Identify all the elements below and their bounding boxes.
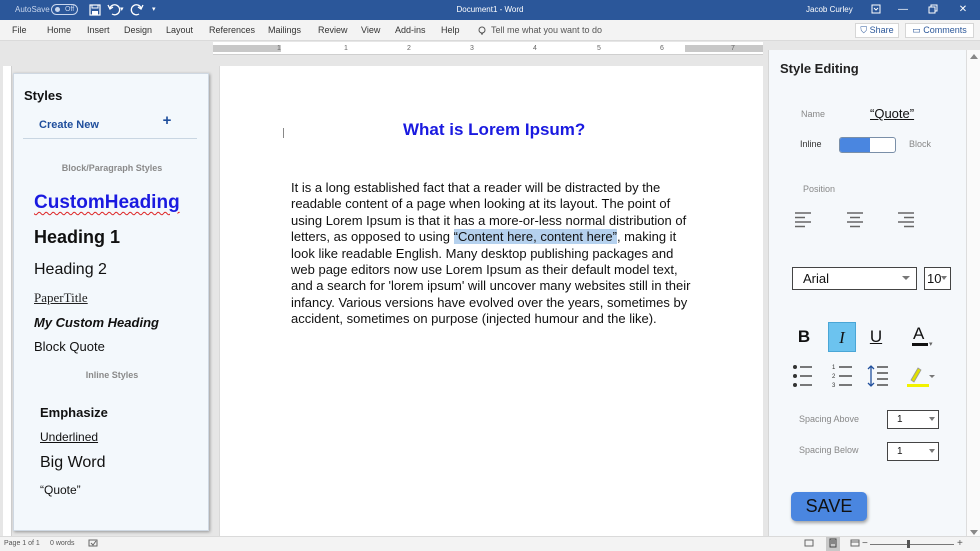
ruler-number: 2	[407, 45, 411, 52]
inline-styles-heading: Inline Styles	[85, 370, 139, 380]
block-styles-heading: Block/Paragraph Styles	[61, 163, 163, 173]
spacing-above-value: 1	[897, 414, 903, 425]
styles-panel	[13, 73, 209, 531]
document-page[interactable]	[219, 66, 763, 541]
position-label: Position	[803, 184, 836, 194]
ribbon-display-icon[interactable]	[861, 0, 891, 20]
text-cursor	[283, 128, 284, 138]
menu-references[interactable]: References	[209, 25, 256, 35]
font-size-value: 10	[927, 271, 942, 286]
menu-home[interactable]: Home	[47, 25, 72, 35]
close-icon[interactable]: ✕	[958, 4, 968, 15]
zoom-in-icon[interactable]: +	[957, 538, 963, 549]
font-color-icon: A	[913, 324, 925, 343]
save-button[interactable]: SAVE	[791, 492, 867, 521]
customize-toolbar-icon[interactable]: ▾	[152, 6, 156, 13]
align-left-icon[interactable]	[793, 210, 813, 230]
scroll-down-icon[interactable]	[970, 530, 978, 535]
menu-file[interactable]: File	[12, 25, 27, 35]
zoom-slider-thumb[interactable]	[907, 540, 910, 548]
highlighter-icon[interactable]	[905, 363, 939, 389]
font-size-select[interactable]	[924, 267, 951, 290]
chevron-down-icon	[929, 449, 935, 453]
comment-icon: ▭	[912, 25, 921, 35]
spacing-above-select[interactable]	[887, 410, 939, 429]
chevron-down-icon: ▾	[929, 341, 933, 348]
svg-text:2: 2	[832, 374, 836, 380]
share-button[interactable]	[855, 23, 899, 38]
ruler-number: 7	[731, 45, 735, 52]
menu-view[interactable]: View	[361, 25, 381, 35]
font-color-swatch	[912, 343, 928, 346]
vertical-ruler[interactable]	[3, 66, 12, 536]
scroll-up-icon[interactable]	[970, 54, 978, 59]
chevron-down-icon	[929, 417, 935, 421]
style-editing-title: Style Editing	[780, 61, 859, 76]
document-heading[interactable]: What is Lorem Ipsum?	[403, 120, 586, 139]
body-text: It is a long established fact that a reader will be distracted by the readable content of a page when looking at its layout. The point of using Lorem Ipsum is that it has a more-or-less normal distribution of letters, as opposed to using	[291, 180, 687, 245]
style-item-customheading[interactable]: CustomHeading	[34, 192, 180, 213]
style-item-emphasize[interactable]: Emphasize	[40, 405, 108, 420]
ruler-number: 5	[597, 45, 601, 52]
style-item-heading-2[interactable]: Heading 2	[34, 261, 107, 278]
undo-dropdown-icon[interactable]: ▾	[120, 6, 124, 13]
ruler-number: 1	[277, 45, 281, 52]
zoom-out-icon[interactable]: −	[862, 538, 868, 549]
tell-me-search[interactable]	[477, 20, 602, 41]
comments-button[interactable]	[905, 23, 974, 38]
document-body[interactable]	[291, 180, 691, 328]
style-item-papertitle[interactable]: PaperTitle	[34, 290, 88, 305]
align-center-icon[interactable]	[845, 210, 865, 230]
chevron-down-icon	[941, 276, 947, 280]
name-label: Name	[801, 109, 826, 119]
ruler-number: 3	[470, 45, 474, 52]
font-color-button[interactable]	[909, 322, 939, 352]
ruler-number: 4	[533, 45, 537, 52]
font-family-select[interactable]	[792, 267, 917, 290]
selected-text[interactable]: “Content here, content here”	[453, 229, 617, 245]
svg-text:3: 3	[832, 383, 836, 389]
align-right-icon[interactable]	[896, 210, 916, 230]
zoom-slider[interactable]	[870, 544, 954, 545]
comments-label: Comments	[923, 25, 967, 35]
spacing-below-select[interactable]	[887, 442, 939, 461]
inline-label: Inline	[800, 139, 822, 149]
spacing-below-value: 1	[897, 446, 903, 457]
bullet-list-icon[interactable]	[792, 363, 814, 389]
share-icon: ⛉	[860, 25, 868, 35]
menu-insert[interactable]: Insert	[87, 25, 110, 35]
style-item-my-custom-heading[interactable]: My Custom Heading	[34, 315, 159, 330]
word-count[interactable]: 0 words	[50, 540, 75, 547]
document-title: Document1 - Word	[456, 5, 524, 14]
style-item-underlined[interactable]: Underlined	[40, 430, 99, 444]
autosave-toggle[interactable]: Off	[51, 4, 78, 15]
menu-add-ins[interactable]: Add-ins	[395, 25, 426, 35]
menu-layout[interactable]: Layout	[166, 25, 194, 35]
chevron-down-icon	[902, 276, 910, 280]
inline-block-toggle[interactable]	[839, 137, 896, 153]
spacing-above-label: Spacing Above	[799, 414, 860, 424]
web-layout-icon[interactable]	[850, 537, 860, 551]
styles-panel-title: Styles	[24, 88, 63, 103]
line-spacing-icon[interactable]	[867, 363, 889, 389]
font-family-value: Arial	[803, 271, 830, 286]
style-item-quote[interactable]: “Quote”	[40, 483, 81, 497]
tell-me-placeholder: Tell me what you want to do	[491, 25, 603, 35]
ruler-number: 1	[344, 45, 348, 52]
style-editing-panel	[768, 50, 966, 540]
horizontal-ruler[interactable]	[213, 42, 763, 55]
menu-mailings[interactable]: Mailings	[268, 25, 302, 35]
style-item-block-quote[interactable]: Block Quote	[34, 339, 105, 354]
menu-help[interactable]: Help	[441, 25, 460, 35]
status-bar	[0, 536, 980, 551]
share-label: Share	[869, 25, 894, 35]
plus-icon[interactable]: +	[162, 112, 172, 129]
body-text: , making it look like readable English. Many desktop publishing packages and web page editors now use Lorem Ipsum as their default model text, and a search for 'lorem ipsum' will uncover many websites still in their infancy. Various versions have evolved over the years, sometimes by accident, sometimes on purpose (injected humour and the like).	[291, 229, 691, 327]
vertical-scrollbar[interactable]	[966, 50, 980, 540]
minimize-icon[interactable]: —	[898, 4, 908, 15]
autosave-label: AutoSave	[15, 5, 50, 14]
menu-review[interactable]: Review	[318, 25, 348, 35]
style-item-big-word[interactable]: Big Word	[40, 454, 106, 471]
divider	[23, 138, 197, 139]
style-item-heading-1[interactable]: Heading 1	[34, 227, 121, 247]
menu-design[interactable]: Design	[124, 25, 153, 35]
numbered-list-icon[interactable]	[832, 363, 854, 389]
block-label: Block	[909, 139, 932, 149]
bold-button[interactable]: B	[797, 327, 811, 346]
print-layout-icon[interactable]	[826, 537, 840, 551]
italic-button[interactable]: I	[828, 322, 856, 352]
menu-bar	[0, 20, 980, 41]
page-count[interactable]: Page 1 of 1	[4, 540, 40, 547]
focus-mode-icon[interactable]	[804, 537, 814, 551]
underline-button[interactable]: U	[869, 327, 883, 346]
user-name[interactable]: Jacob Curley	[806, 5, 853, 14]
title-bar	[0, 0, 980, 20]
proofing-icon[interactable]	[88, 537, 98, 551]
create-new-style-link[interactable]: Create New	[39, 119, 99, 131]
svg-text:1: 1	[832, 365, 836, 371]
spacing-below-label: Spacing Below	[799, 445, 859, 455]
ruler-number: 6	[660, 45, 664, 52]
lightbulb-icon	[477, 26, 487, 36]
style-name-field[interactable]: “Quote”	[870, 106, 915, 121]
restore-icon[interactable]	[918, 0, 948, 20]
